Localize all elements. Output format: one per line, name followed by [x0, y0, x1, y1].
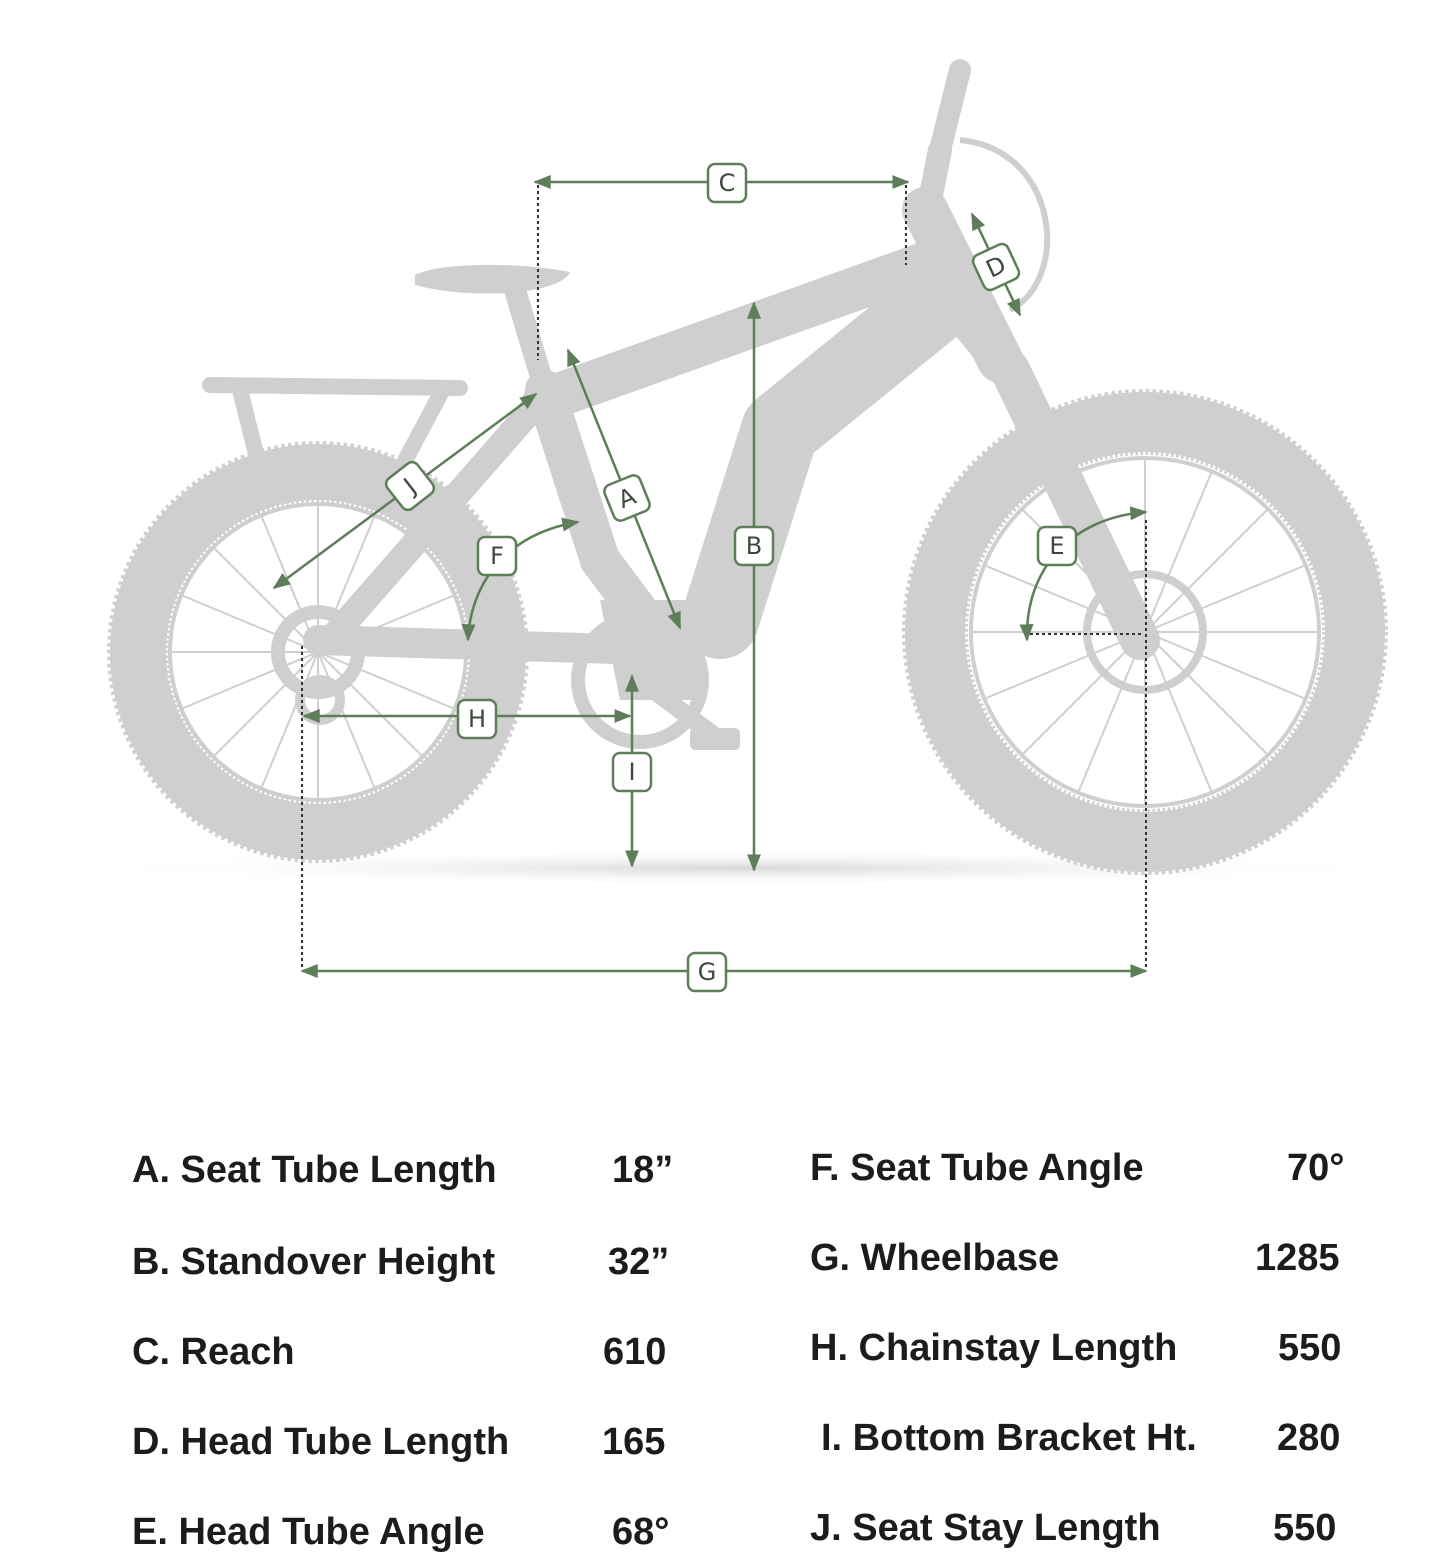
spec-name: C. Reach	[132, 1331, 295, 1373]
spec-row-b	[0, 1232, 725, 1292]
spec-row-g	[725, 1228, 1450, 1288]
spec-row-a	[0, 1140, 725, 1200]
label-b	[735, 527, 773, 565]
spec-name: D. Head Tube Length	[132, 1421, 510, 1463]
spec-row-i	[725, 1408, 1450, 1468]
spec-name: F. Seat Tube Angle	[810, 1147, 1144, 1189]
label-g-text: G	[697, 958, 717, 986]
spec-value: 550	[1273, 1507, 1337, 1549]
label-c	[708, 164, 746, 202]
spec-name: I. Bottom Bracket Ht.	[821, 1417, 1197, 1459]
spec-name: J. Seat Stay Length	[810, 1507, 1161, 1549]
label-c-text: C	[718, 169, 736, 197]
spec-value: 32”	[608, 1241, 670, 1283]
label-g	[688, 953, 726, 991]
pedal	[690, 728, 740, 750]
spec-row-h	[725, 1318, 1450, 1378]
label-a	[602, 473, 651, 522]
spec-name: A. Seat Tube Length	[132, 1149, 497, 1191]
spec-value: 1285	[1255, 1237, 1340, 1279]
handlebar	[940, 70, 960, 150]
spec-row-f	[725, 1138, 1450, 1198]
label-h-text: H	[467, 705, 487, 733]
seat-post	[515, 290, 545, 390]
spec-row-d	[0, 1412, 725, 1472]
label-i-text: I	[628, 758, 636, 786]
label-h	[458, 700, 496, 738]
spec-name: G. Wheelbase	[810, 1237, 1060, 1279]
spec-table	[0, 1120, 1450, 1560]
saddle	[415, 265, 570, 294]
spec-name: H. Chainstay Length	[810, 1327, 1178, 1369]
spec-row-c	[0, 1322, 725, 1382]
spec-row-e	[0, 1502, 725, 1562]
spec-name: E. Head Tube Angle	[132, 1511, 485, 1553]
spec-value: 70°	[1287, 1147, 1345, 1189]
label-a-text: A	[614, 481, 640, 515]
spec-value: 550	[1278, 1327, 1342, 1369]
label-e-text: E	[1049, 532, 1065, 560]
spec-value: 68°	[612, 1511, 670, 1553]
label-d-text: D	[981, 250, 1011, 284]
spec-row-j	[725, 1498, 1450, 1558]
label-b-text: B	[745, 532, 763, 560]
label-e	[1038, 527, 1076, 565]
label-i	[613, 753, 651, 791]
spec-value: 610	[603, 1331, 667, 1373]
spec-value: 18”	[612, 1149, 674, 1191]
label-f	[478, 537, 516, 575]
spec-name: B. Standover Height	[132, 1241, 496, 1283]
spec-value: 165	[602, 1421, 666, 1463]
label-j-text: J	[398, 472, 422, 500]
spec-value: 280	[1277, 1417, 1341, 1459]
label-f-text: F	[490, 542, 504, 570]
